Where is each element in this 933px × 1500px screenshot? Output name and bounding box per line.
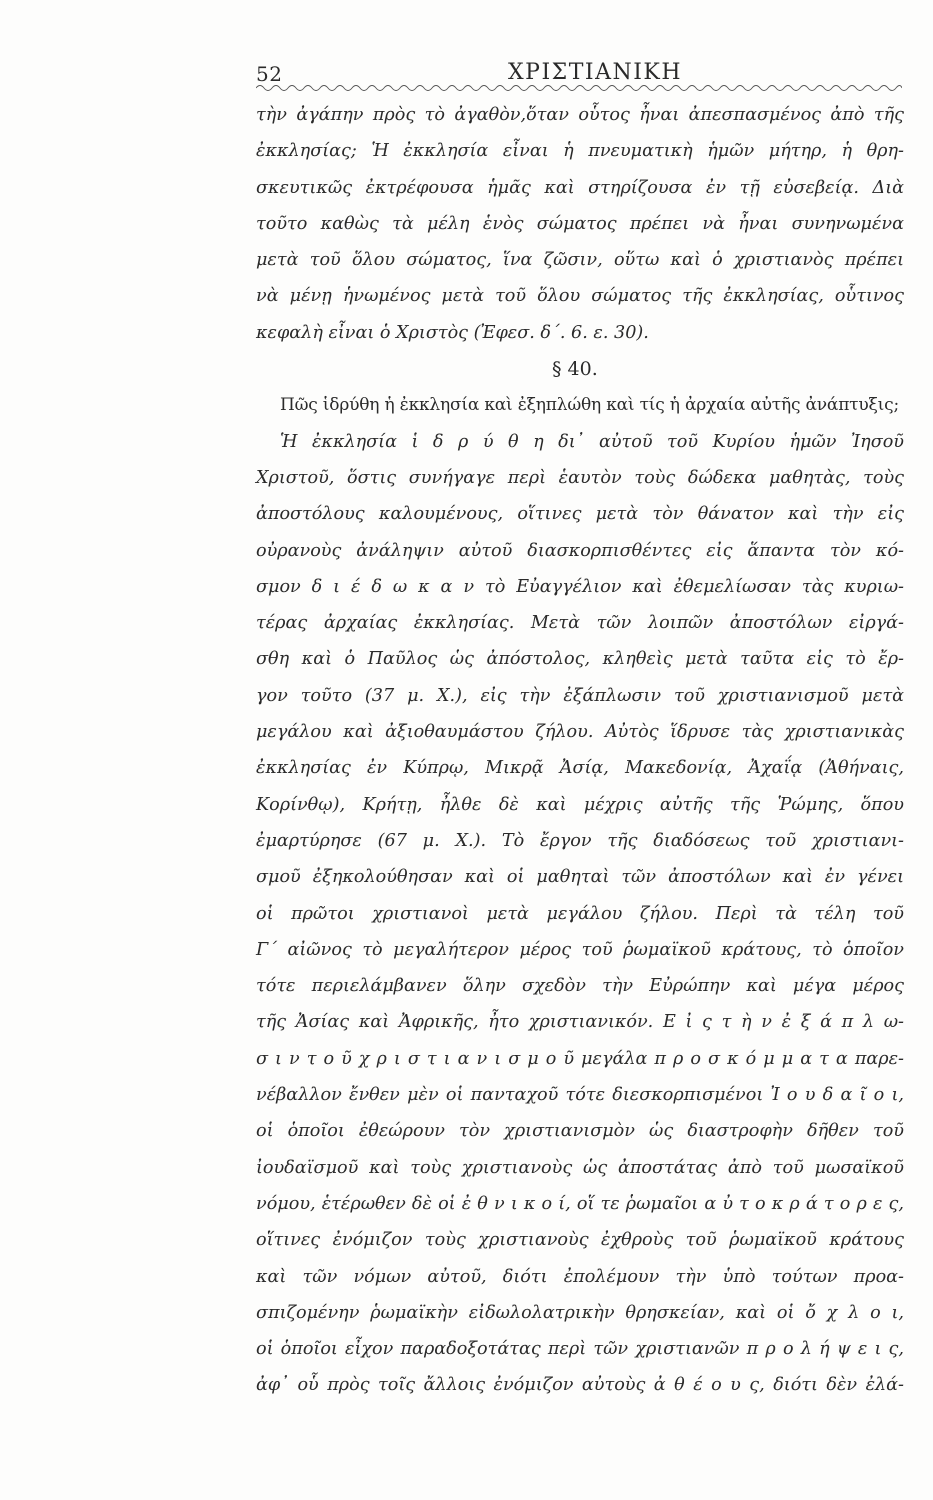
running-head: ΧΡΙΣΤΙΑΝΙΚΗ bbox=[508, 60, 683, 85]
text-line-10: Ἡ ἐκκλησία ἱ δ ρ ύ θ η δι᾽ αὐτοῦ τοῦ Κυρίου ἡμῶν Ἰησοῦ bbox=[280, 431, 904, 452]
text-line-4: τοῦτο καθὼς τὰ μέλη ἑνὸς σώματος πρέπει νὰ ἦναι συνηνωμένα bbox=[256, 213, 904, 234]
text-line-36: ἀφ᾽ οὗ πρὸς τοῖς ἄλλοις ἐνόμιζον αὐτοὺς ἀ θ έ ο υ ς, διότι δὲν ἐλά- bbox=[256, 1375, 904, 1396]
text-line-35: οἱ ὁποῖοι εἶχον παραδοξοτάτας περὶ τῶν χριστιανῶν π ρ ο λ ή ψ ε ι ς, bbox=[256, 1339, 904, 1360]
text-line-14: σμον δ ι έ δ ω κ α ν τὸ Εὐαγγέλιον καὶ ἐθεμελίωσαν τὰς κυριω- bbox=[256, 576, 904, 597]
text-line-28: νέβαλλον ἔνθεν μὲν οἱ πανταχοῦ τότε διεσκορπισμένοι Ἰ ο υ δ α ῖ ο ι, bbox=[256, 1085, 904, 1106]
body-text bbox=[256, 97, 904, 1404]
text-line-7: κεφαλὴ εἶναι ὁ Χριστὸς (Ἐφεσ. δ΄. 6. ε. 30). bbox=[256, 322, 649, 343]
text-line-12: ἀποστόλους καλουμένους, οἵτινες μετὰ τὸν θάνατον καὶ τὴν εἰς bbox=[256, 504, 904, 525]
text-line-13: οὐρανοὺς ἀνάληψιν αὐτοῦ διασκορπισθέντες εἰς ἅπαντα τὸν κό- bbox=[256, 540, 904, 561]
text-line-33: καὶ τῶν νόμων αὐτοῦ, διότι ἐπολέμουν τὴν ὑπὸ τούτων προα- bbox=[256, 1266, 904, 1287]
text-line-24: Γ΄ αἰῶνος τὸ μεγαλήτερον μέρος τοῦ ῥωμαϊκοῦ κράτους, τὸ ὁποῖον bbox=[256, 939, 904, 960]
text-line-19: ἐκκλησίας ἐν Κύπρῳ, Μικρᾷ Ἀσίᾳ, Μακεδονίᾳ, Ἀχαΐᾳ (Ἀθήναις, bbox=[256, 758, 904, 779]
text-line-27: σ ι ν τ ο ῦ χ ρ ι σ τ ι α ν ι σ μ ο ῦ μεγάλα π ρ ο σ κ ό μ μ α τ α παρε- bbox=[256, 1048, 904, 1069]
text-line-30: ἰουδαϊσμοῦ καὶ τοὺς χριστιανοὺς ὡς ἀποστάτας ἀπὸ τοῦ μωσαϊκοῦ bbox=[256, 1157, 904, 1178]
text-line-34: σπιζομένην ῥωμαϊκὴν εἰδωλολατρικὴν θρησκείαν, καὶ οἱ ὄ χ λ ο ι, bbox=[256, 1302, 904, 1323]
text-line-26: τῆς Ἀσίας καὶ Ἀφρικῆς, ἦτο χριστιανικόν. Ε ἰ ς τ ὴ ν ἐ ξ ά π λ ω- bbox=[256, 1012, 904, 1033]
text-line-3: σκευτικῶς ἐκτρέφουσα ἡμᾶς καὶ στηρίζουσα ἐν τῇ εὐσεβείᾳ. Διὰ bbox=[256, 177, 904, 198]
text-line-15: τέρας ἀρχαίας ἐκκλησίας. Μετὰ τῶν λοιπῶν ἀποστόλων εἰργά- bbox=[256, 613, 904, 634]
text-line-1: τὴν ἀγάπην πρὸς τὸ ἀγαθὸν,ὅταν οὗτος ἦναι ἀπεσπασμένος ἀπὸ τῆς bbox=[256, 105, 904, 125]
text-line-25: τότε περιελάμβανεν ὅλην σχεδὸν τὴν Εὐρώπην καὶ μέγα μέρος bbox=[256, 976, 904, 997]
text-line-22: σμοῦ ἐξηκολούθησαν καὶ οἱ μαθηταὶ τῶν ἀποστόλων καὶ ἐν γένει bbox=[256, 867, 904, 888]
text-line-2: ἐκκλησίας; Ἡ ἐκκλησία εἶναι ἡ πνευματικὴ ἡμῶν μήτηρ, ἡ θρη- bbox=[256, 141, 904, 162]
text-line-31: νόμου, ἑτέρωθεν δὲ οἱ ἐ θ ν ι κ ο ί, οἵ τε ῥωμαῖοι α ὐ τ ο κ ρ ά τ ο ρ ε ς, bbox=[256, 1193, 904, 1214]
text-line-18: μεγάλου καὶ ἀξιοθαυμάστου ζήλου. Αὐτὸς ἵδρυσε τὰς χριστιανικὰς bbox=[256, 722, 904, 743]
section-question: Πῶς ἱδρύθη ἡ ἐκκλησία καὶ ἐξηπλώθη καὶ τίς ἡ ἀρχαία αὐτῆς ἀνάπτυξις; bbox=[280, 395, 899, 416]
text-line-6: νὰ μένῃ ἡνωμένος μετὰ τοῦ ὅλου σώματος τῆς ἐκκλησίας, οὗτινος bbox=[256, 286, 904, 307]
section-heading: § 40. bbox=[552, 358, 598, 381]
page-number: 52 bbox=[256, 62, 283, 86]
text-line-20: Κορίνθῳ), Κρήτῃ, ἦλθε δὲ καὶ μέχρις αὐτῆς τῆς Ῥώμης, ὅπου bbox=[256, 794, 904, 815]
text-line-17: γον τοῦτο (37 μ. Χ.), εἰς τὴν ἐξάπλωσιν τοῦ χριστιανισμοῦ μετὰ bbox=[256, 685, 904, 706]
wavy-header-rule bbox=[256, 82, 902, 94]
text-line-5: μετὰ τοῦ ὅλου σώματος, ἵνα ζῶσιν, οὕτω καὶ ὁ χριστιανὸς πρέπει bbox=[256, 250, 904, 271]
text-line-11: Χριστοῦ, ὅστις συνήγαγε περὶ ἑαυτὸν τοὺς δώδεκα μαθητὰς, τοὺς bbox=[256, 467, 904, 488]
text-line-21: ἐμαρτύρησε (67 μ. Χ.). Τὸ ἔργον τῆς διαδόσεως τοῦ χριστιανι- bbox=[256, 830, 904, 851]
text-line-23: οἱ πρῶτοι χριστιανοὶ μετὰ μεγάλου ζήλου. Περὶ τὰ τέλη τοῦ bbox=[256, 903, 904, 924]
text-line-32: οἵτινες ἐνόμιζον τοὺς χριστιανοὺς ἐχθροὺς τοῦ ῥωμαϊκοῦ κράτους bbox=[256, 1230, 904, 1251]
text-line-29: οἱ ὁποῖοι ἐθεώρουν τὸν χριστιανισμὸν ὡς διαστροφὴν δῆθεν τοῦ bbox=[256, 1121, 904, 1142]
text-line-16: σθη καὶ ὁ Παῦλος ὡς ἀπόστολος, κληθεὶς μετὰ ταῦτα εἰς τὸ ἔρ- bbox=[256, 649, 904, 670]
